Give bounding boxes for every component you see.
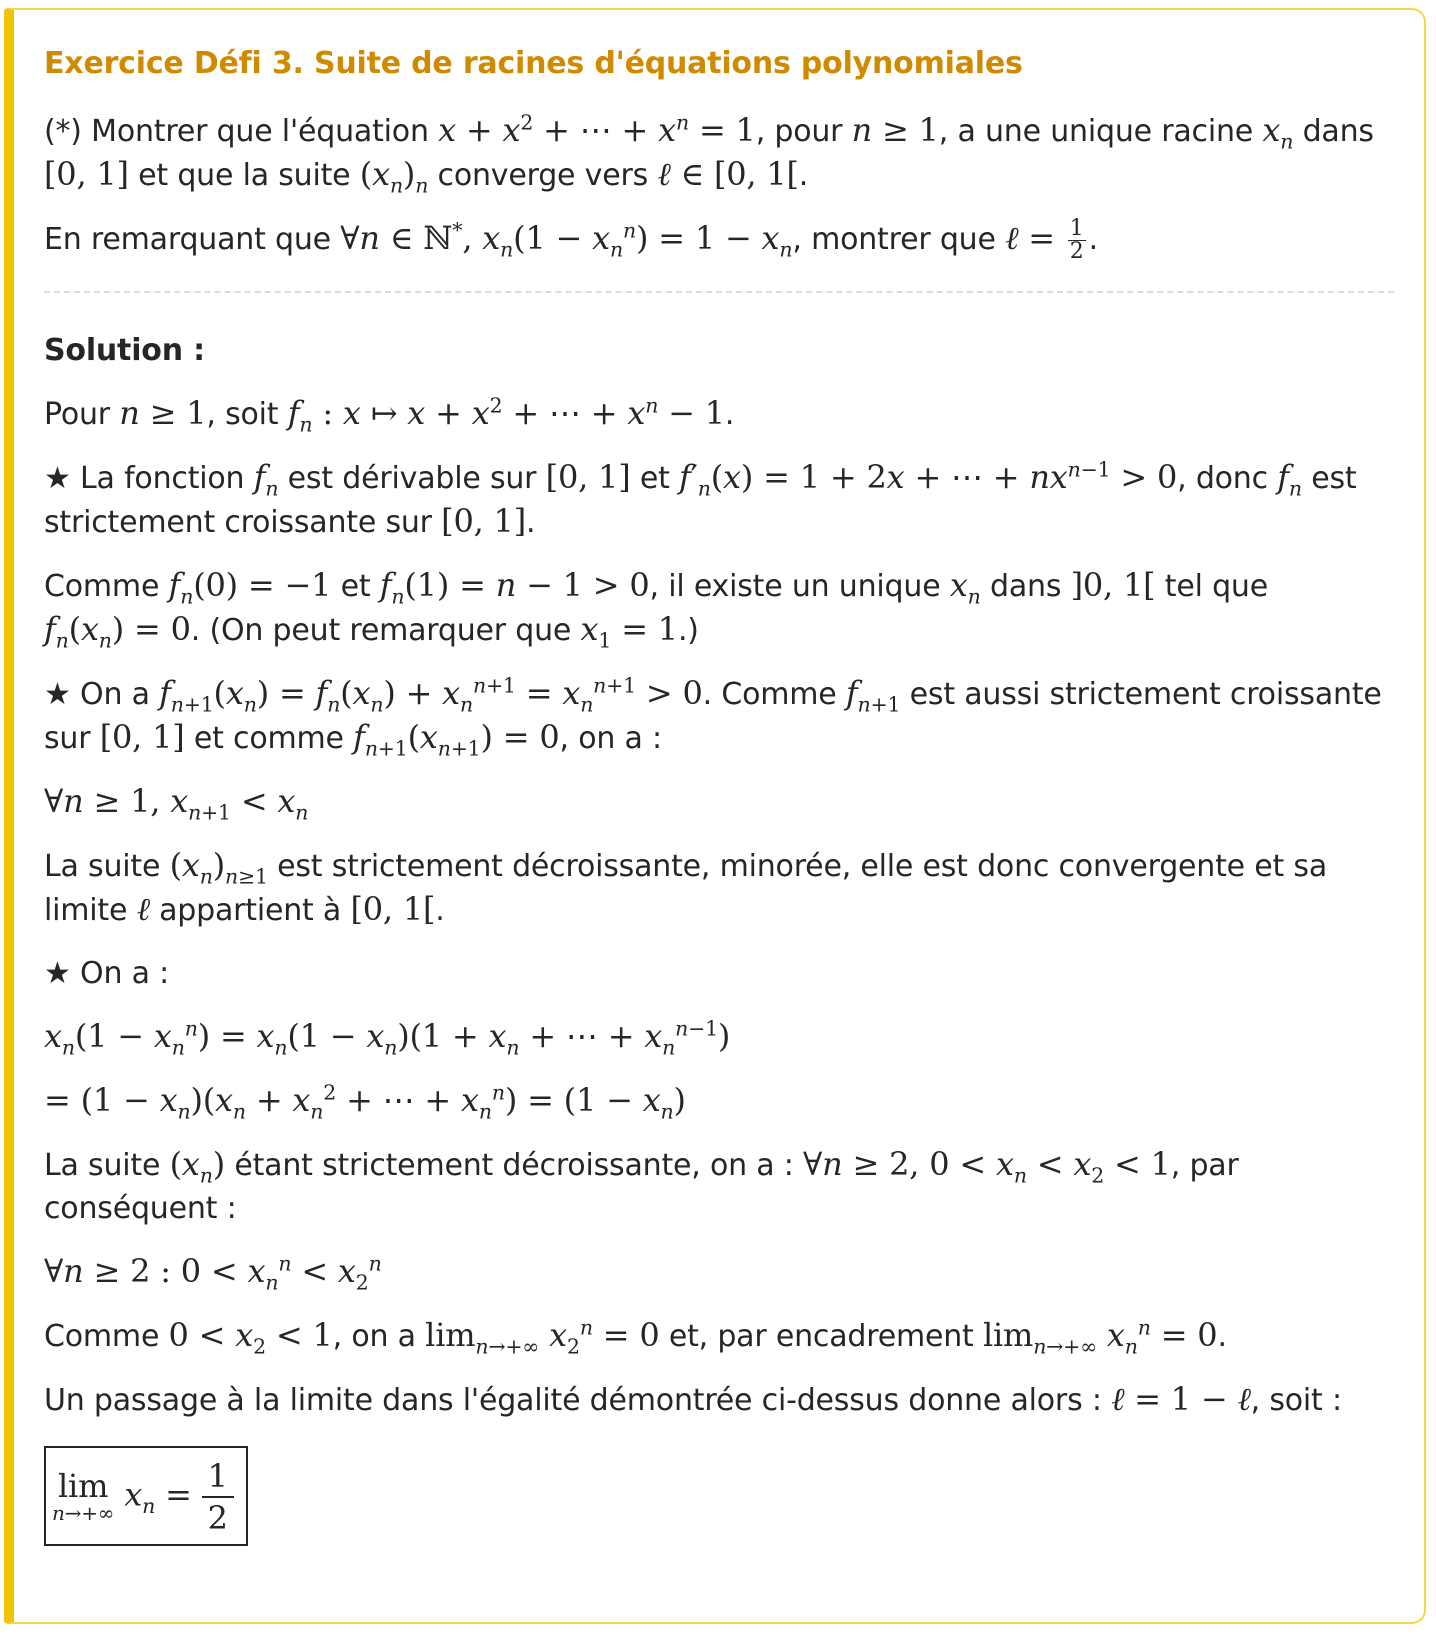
solution-line-1: Pour n ≥ 1, soit $f_n$ : x ↦ $x + x^2$ + ⋯ + $x^n - 1$.: [44, 393, 735, 437]
solution-line-3: Comme $f_n(0) = -1$ et $f_n(1) = n - 1 > 0$, il existe un unique $x_n$ dans ]0, 1[ tel que $f_n(x_n) = 0$. (On peut remarquer que $x_1 = 1$.): [44, 566, 1268, 653]
solution-line-4: ★ On a $f_{n+1}(x_n) = f_n(x_n) + x_n^{n+1} = x_n^{n+1} > 0$. Comme $f_{n+1}$ est aussi strictement croissante sur [0, 1] et comme $f_{n+1}(x_{n+1}) = 0$, on a :: [44, 673, 1382, 761]
solution-line-10: La suite $(x_n)$ étant strictement décroissante, on a : ∀n ≥ 2, $0 < x_n < x_2 < 1$, par conséquent :: [44, 1145, 1239, 1226]
solution-line-9: = $(1 - x_n)(x_n + x_n^2$ + ⋯ + $x_n^n) = (1 - x_n)$: [44, 1080, 686, 1124]
statement-paragraph-1: (*) Montrer que l'équation $x + x^2$ + ⋯ + $x^n = 1$, pour n ≥ 1, a une unique racine $x_n$ dans [0, 1] et que la suite $(x_n)_n$ converge vers ℓ ∈ [0, 1[.: [44, 110, 1374, 198]
solution-line-6: La suite $(x_n)_{n\ge 1}$ est strictement décroissante, minorée, elle est donc convergente et sa limite ℓ appartient à [0, 1[.: [44, 846, 1328, 928]
star-icon: ★: [44, 677, 71, 712]
exercise-title: Exercice Défi 3. Suite de racines d'équations polynomiales: [44, 46, 1023, 81]
statement-paragraph-2: En remarquant que ∀n ∈ ℕ*, $x_n(1 - x_n^n) = 1 - x_n$, montrer que ℓ = $\frac{1}{2}$ .: [44, 216, 1098, 264]
solution-line-2: ★ La fonction $f_n$ est dérivable sur [0, 1] et $f'_n(x) = 1 + 2x$ + ⋯ + $nx^{n-1} > 0$, donc $f_n$ est strictement croissante sur [0, 1].: [44, 457, 1357, 540]
solution-line-8: $x_n(1 - x_n^n) = x_n(1 - x_n)(1 + x_n$ + ⋯ + $x_n^{n-1}$): [44, 1016, 731, 1060]
solution-line-5: ∀n ≥ 1, $x_{n+1} < x_n$: [44, 782, 309, 825]
solution-line-11: ∀n ≥ 2 : $0 < x_n^n < x_2^n$: [44, 1251, 382, 1295]
solution-heading: Solution :: [44, 333, 205, 368]
exercise-content: [44, 30, 1394, 1546]
solution-line-13: Un passage à la limite dans l'égalité démontrée ci-dessus donne alors : ℓ = 1 − ℓ, soit :: [44, 1380, 1342, 1418]
final-result-box: lim n→+∞ $x_n$ = $\frac{1}{2}$: [44, 1446, 248, 1546]
dashed-separator: [44, 291, 1394, 293]
star-icon: ★: [44, 956, 71, 991]
solution-line-12: Comme $0 < x_2 < 1$, on a $\lim_{n\to+\infty} x_2^n = 0$ et, par encadrement $\lim_{n\to+\infty} x_n^n = 0$.: [44, 1315, 1227, 1359]
solution-line-7: ★ On a :: [44, 956, 170, 991]
star-icon: ★: [44, 461, 71, 496]
